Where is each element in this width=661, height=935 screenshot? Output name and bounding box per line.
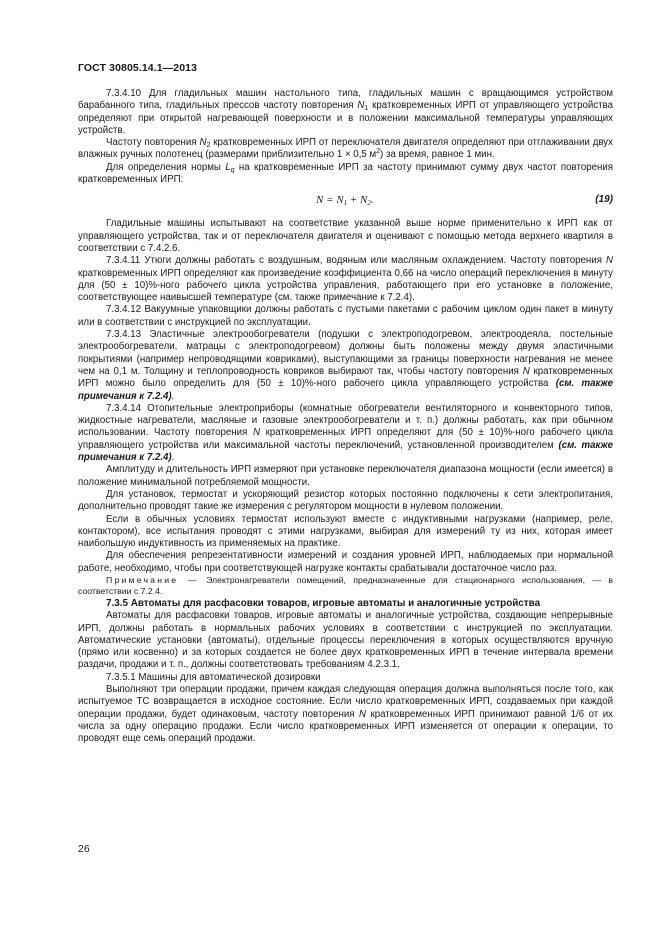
note-label: Примечание — <box>106 574 199 585</box>
equation-expression: $N = N_1 + N_2$. <box>316 194 374 208</box>
page-number: 26 <box>78 843 90 855</box>
paragraph-thermostat-installations: Для установок, термостат и ускоряющий резистор которых постоянно подключены к сети электропитания, дополнительно проводят такие же измерения с регулятором мощности в нулевом положении. <box>78 488 613 513</box>
note-text: Электронагреватели помещений, предназначенные для стационарного использования, — в соответствии с 7.2.4. <box>78 574 613 597</box>
paragraph-7-3-4-10: 7.3.4.10 Для гладильных машин настольного типа, гладильных машин с вращающимся устройством барабанного типа, гладильных прессов частоту повторения $N_1$ кратковременных ИРП от управляющего устройства определяют при открытой нагревающей поверхности и в положении максимальной температуры управляющих устройств. <box>78 88 613 136</box>
paragraph-7-3-4-14: 7.3.4.14 Отопительные электроприборы (комнатные обогреватели вентиляторного и конвекторного типов, жидкостные нагреватели, масляные и газовые электрообогреватели и т. п.) должны работать, как при обычном использовании. Частоту повторения N кратковременных ИРП определяют для (50 ± 10)%-ного рабочего цикла управляющего устройства или максимальной частоты переключений, установленной производителем (см. также примечания к 7.2.4). <box>78 402 613 464</box>
paragraph-lq-norm: Для определения нормы $L_q$ на кратковременные ИРП за частоту принимают сумму двух частот повторения кратковременных ИРП: <box>78 161 613 186</box>
section-title-7-3-5: 7.3.5 Автоматы для расфасовки товаров, игровые автоматы и аналогичные устройства <box>106 597 541 609</box>
paragraph-vending-machines: Автоматы для расфасовки товаров, игровые автоматы и аналогичные устройства, создающие непрерывные ИРП, должны работать в нормальных рабочих условиях в соответствии с инструкцией по эксплуатации. Автоматические установки (автоматы), отдельные процессы переключения в которых осуществляются вручную (прямо или косвенно) и за которых создается не более двух кратковременных ИРП в течение интервала времени раздачи, продажи и т. п., должны соответствовать требованиям 4.2.3.1. <box>78 610 613 671</box>
equation-number: (19) <box>595 194 613 206</box>
equation-19 <box>78 190 613 212</box>
page-header-standard: ГОСТ 30805.14.1—2013 <box>78 62 198 74</box>
paragraph-representativeness: Для обеспечения репрезентативности измерений и создания уровней ИРП, наблюдаемых при нормальной работе, необходимо, чтобы при соответствующей нагрузке контакты срабатывали достаточное число раз. <box>78 550 613 574</box>
paragraph-sale-operations: Выполняют три операции продажи, причем каждая следующая операция должна выполняться после того, как испытуемое ТС возвращается в исходное состояние. Если число кратковременных ИРП, создаваемых при каждой операции продажи, будет одинаковым, частоту повторения N кратковременных ИРП принимают равной 1/6 от их числа за одну операцию продажи. Если число кратковременных ИРП изменяется от операции к операции, то проводят еще семь операций продажи. <box>78 684 613 745</box>
paragraph-7-3-4-11: 7.3.4.11 Утюги должны работать с воздушным, водяным или масляным охлаждением. Частоту повторения N кратковременных ИРП определяют как произведение коэффициента 0,66 на число операций переключения в минуту для (50 ± 10)%-ного рабочего цикла устройства управления, работающего при его установке в положение, соответствующее наивысшей температуре (см. также примечание к 7.2.4). <box>78 255 613 304</box>
paragraph-amplitude-duration: Амплитуду и длительность ИРП измеряют при установке переключателя диапазона мощности (если имеется) в положение минимальной потребляемой мощности. <box>78 464 613 488</box>
paragraph-7-3-4-12: 7.3.4.12 Вакуумные упаковщики должны работать с пустыми пакетами с рабочим циклом один пакет в минуту или в соответствии с инструкцией по эксплуатации. <box>78 304 613 328</box>
paragraph-7-3-4-13: 7.3.4.13 Эластичные электрообогреватели (подушки с электроподогревом, электроодеяла, постельные электрообогреватели, матрацы с электроподогревом) должны быть положены между двумя эластичными покрытиями (например непроводящими ковриками), выступающими за границы поверхности нагревания не менее чем на 0,1 м. Толщину и теплопроводность ковриков выбирают так, чтобы частоту повторения N кратковременных ИРП можно было определить для (50 ± 10)%-ного рабочего цикла управляющего устройства (см. также примечания к 7.2.4). <box>78 329 613 402</box>
paragraph-ironing-machines-test: Гладильные машины испытывают на соответствие указанной выше норме применительно к ИРП как от управляющего устройства, так и от переключателя двигателя и оценивают с помощью метода верхнего квартиля в соответствии с 7.4.2.6. <box>78 218 613 254</box>
page-content <box>78 88 613 746</box>
note <box>78 575 613 598</box>
paragraph-n2-frequency: Частоту повторения $N_2$ кратковременных ИРП от переключателя двигателя определяют при отглаживании двух влажных ручных полотенец (размерами приблизительно 1 × 0,5 $м^2$) за время, равное 1 мин. <box>78 137 613 161</box>
paragraph-inductive-loads: Если в обычных условиях термостат используют вместе с индуктивными нагрузками (например, реле, контактором), все испытания проводят с этими нагрузками, выбирая для измерений ту из них, которая имеет наибольшую индуктивность из применяемых на практике. <box>78 513 613 550</box>
paragraph-7-3-5-1: 7.3.5.1 Машины для автоматической дозировки <box>106 671 321 683</box>
